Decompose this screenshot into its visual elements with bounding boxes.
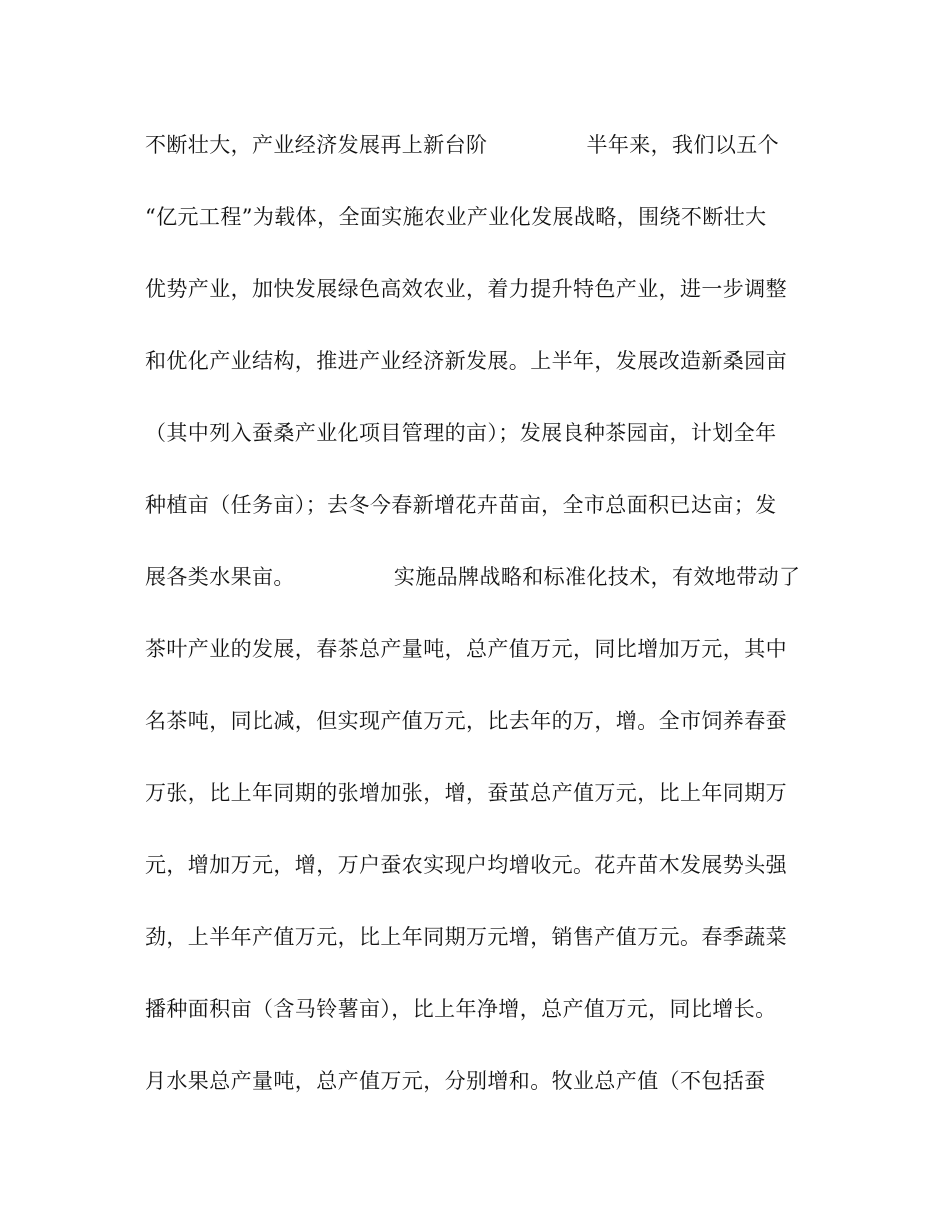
text-line: 播种面积亩（含马铃薯亩），比上年净增，总产值万元，同比增长。 xyxy=(145,997,777,1021)
text-line: 展各类水果亩。 实施品牌战略和标准化技术，有效地带动了 xyxy=(145,565,801,589)
text-line: 元，增加万元，增，万户蚕农实现户均增收元。花卉苗木发展势头强 xyxy=(145,853,787,877)
text-line: 种植亩（任务亩）；去冬今春新增花卉苗亩，全市总面积已达亩；发 xyxy=(145,493,777,517)
text-line: （其中列入蚕桑产业化项目管理的亩）；发展良种茶园亩，计划全年 xyxy=(145,421,777,445)
text-line: 不断壮大，产业经济发展再上新台阶 半年来，我们以五个 xyxy=(145,133,780,157)
body-text xyxy=(145,124,805,1132)
text-line: “亿元工程”为载体，全面实施农业产业化发展战略，围绕不断壮大 xyxy=(145,205,767,229)
text-line: 月水果总产量吨，总产值万元，分别增和。牧业总产值（不包括蚕 xyxy=(145,1069,766,1093)
text-line: 万张，比上年同期的张增加张，增，蚕茧总产值万元，比上年同期万 xyxy=(145,781,787,805)
text-line: 优势产业，加快发展绿色高效农业，着力提升特色产业，进一步调整 xyxy=(145,277,787,301)
text-line: 茶叶产业的发展，春茶总产量吨，总产值万元，同比增加万元，其中 xyxy=(145,637,787,661)
text-line: 和优化产业结构，推进产业经济新发展。上半年，发展改造新桑园亩 xyxy=(145,349,787,373)
text-line: 名茶吨，同比减，但实现产值万元，比去年的万，增。全市饲养春蚕 xyxy=(145,709,787,733)
text-line: 劲，上半年产值万元，比上年同期万元增，销售产值万元。春季蔬菜 xyxy=(145,925,787,949)
